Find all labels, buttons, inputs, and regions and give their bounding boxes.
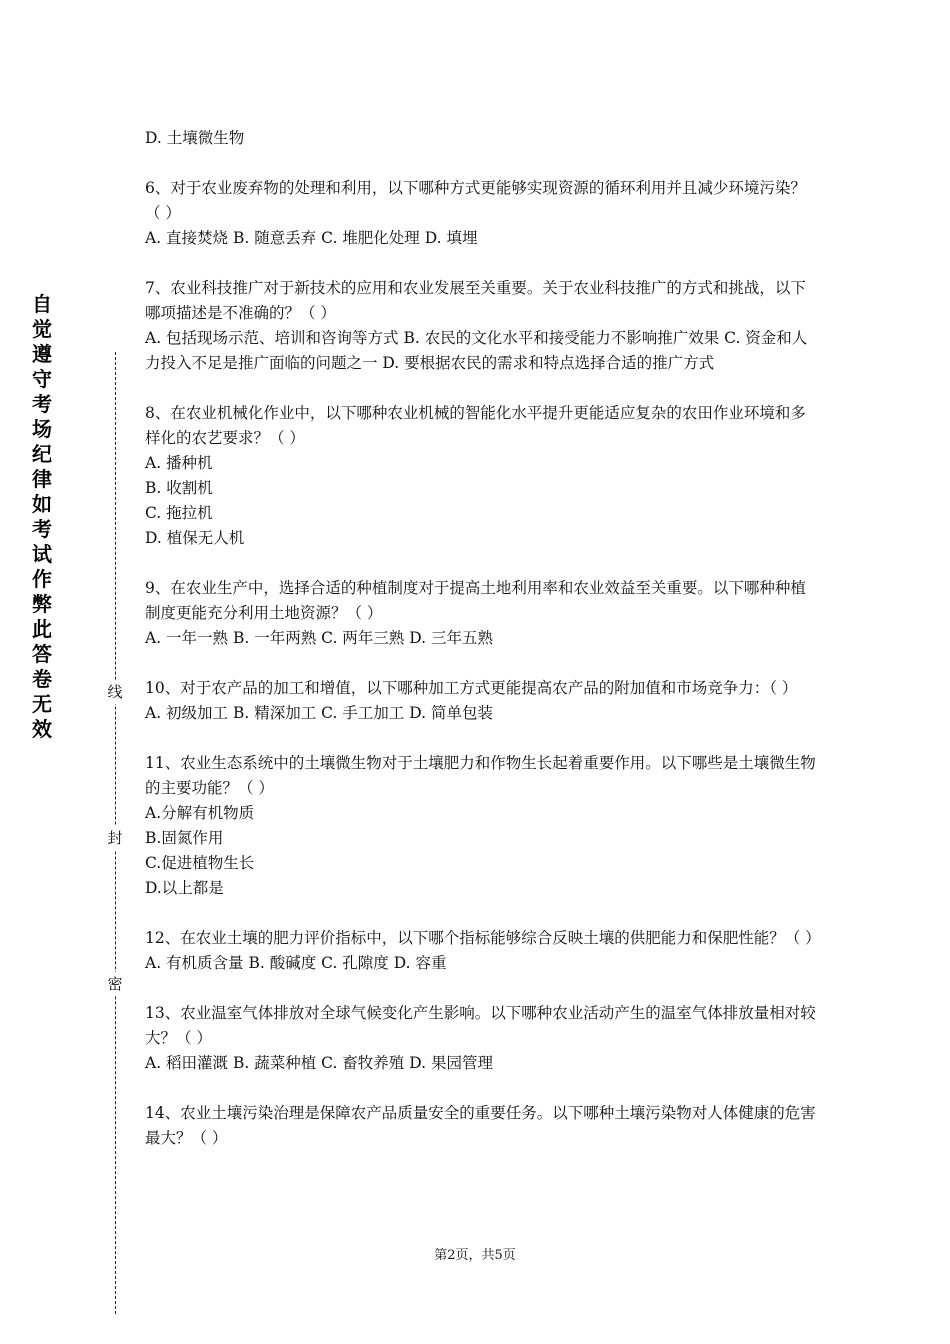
binding-mark-secret: 密 bbox=[106, 972, 124, 996]
question-options: D. 土壤微生物 bbox=[145, 129, 245, 147]
question-options: C.促进植物生长 bbox=[145, 854, 255, 872]
question-options: D.以上都是 bbox=[145, 879, 224, 897]
question-options: A. 包括现场示范、培训和咨询等方式 B. 农民的文化水平和接受能力不影响推广效果 C. 资金和人力投入不足是推广面临的问题之一 D. 要根据农民的需求和特点选择合适的推广方式 bbox=[145, 329, 808, 372]
question-options: A. 有机质含量 B. 酸碱度 C. 孔隙度 D. 容重 bbox=[145, 954, 447, 972]
question-options: B.固氮作用 bbox=[145, 829, 224, 847]
question-options: A. 一年一熟 B. 一年两熟 C. 两年三熟 D. 三年五熟 bbox=[145, 629, 493, 647]
question-block bbox=[145, 926, 820, 976]
question-options: A. 直接焚烧 B. 随意丢弃 C. 堆肥化处理 D. 填埋 bbox=[145, 229, 478, 247]
question-block bbox=[145, 1101, 820, 1151]
question-block bbox=[145, 751, 820, 901]
question-text: 13、农业温室气体排放对全球气候变化产生影响。以下哪种农业活动产生的温室气体排放量相对较大？（ ） bbox=[145, 1004, 816, 1047]
question-text: 11、农业生态系统中的土壤微生物对于土壤肥力和作物生长起着重要作用。以下哪些是土壤微生物的主要功能？（ ） bbox=[145, 754, 816, 797]
question-block bbox=[145, 126, 820, 151]
question-block bbox=[145, 676, 820, 726]
question-text: 8、在农业机械化作业中，以下哪种农业机械的智能化水平提升更能适应复杂的农田作业环境和多样化的农艺要求？（ ） bbox=[145, 404, 806, 447]
question-block bbox=[145, 576, 820, 651]
question-text: 10、对于农产品的加工和增值，以下哪种加工方式更能提高农产品的附加值和市场竞争力：（ ） bbox=[145, 679, 798, 697]
question-options: C. 拖拉机 bbox=[145, 504, 213, 522]
question-options: B. 收割机 bbox=[145, 479, 213, 497]
question-options: D. 植保无人机 bbox=[145, 529, 245, 547]
question-options: A. 初级加工 B. 精深加工 C. 手工加工 D. 简单包装 bbox=[145, 704, 493, 722]
question-block bbox=[145, 176, 820, 251]
binding-mark-line: 线 bbox=[106, 680, 124, 704]
question-options: A. 播种机 bbox=[145, 454, 213, 472]
question-text: 14、农业土壤污染治理是保障农产品质量安全的重要任务。以下哪种土壤污染物对人体健康的危害最大？（ ） bbox=[145, 1104, 816, 1147]
binding-mark-seal: 封 bbox=[106, 826, 124, 850]
page-footer: 第2页，共5页 bbox=[434, 1248, 516, 1263]
question-text: 7、农业科技推广对于新技术的应用和农业发展至关重要。关于农业科技推广的方式和挑战，以下哪项描述是不准确的？（ ） bbox=[145, 279, 806, 322]
question-list bbox=[145, 126, 820, 1176]
question-options: A.分解有机物质 bbox=[145, 804, 255, 822]
question-text: 12、在农业土壤的肥力评价指标中，以下哪个指标能够综合反映土壤的供肥能力和保肥性能？（ ） bbox=[145, 929, 821, 947]
exam-discipline-notice: 自觉遵守考场纪律如考试作弊此答卷无效 bbox=[32, 292, 52, 741]
question-text: 6、对于农业废弃物的处理和利用，以下哪种方式更能够实现资源的循环利用并且减少环境污染？（ ） bbox=[145, 179, 806, 222]
question-block bbox=[145, 1001, 820, 1076]
question-block bbox=[145, 401, 820, 551]
question-text: 9、在农业生产中，选择合适的种植制度对于提高土地利用率和农业效益至关重要。以下哪种种植制度更能充分利用土地资源？（ ） bbox=[145, 579, 806, 622]
question-options: A. 稻田灌溉 B. 蔬菜种植 C. 畜牧养殖 D. 果园管理 bbox=[145, 1054, 493, 1072]
question-block bbox=[145, 276, 820, 376]
